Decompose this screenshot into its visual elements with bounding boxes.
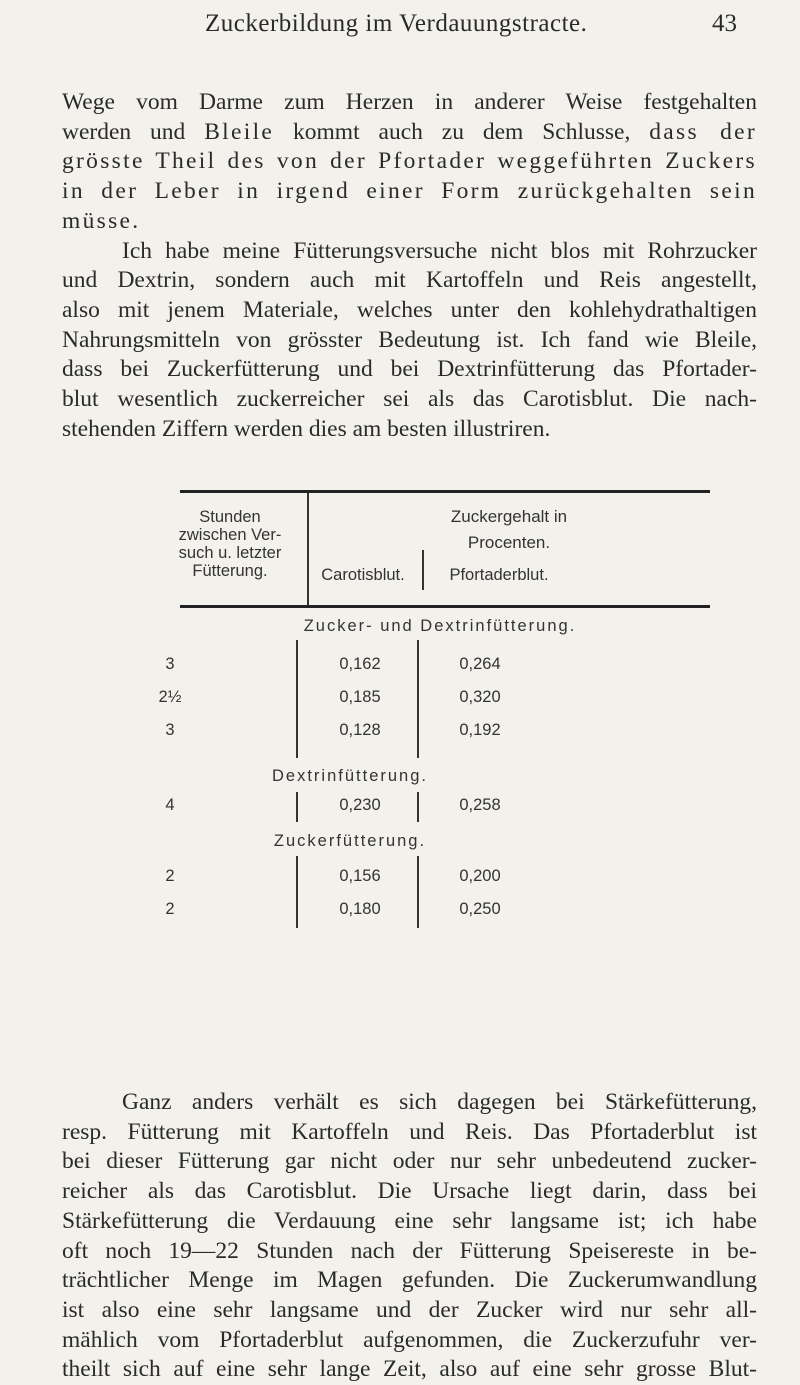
cell-portal: 0,258: [459, 796, 501, 814]
cell-carotid: 0,128: [339, 721, 381, 739]
text-line: Ganz anders verhält es sich dagegen bei Stärkefütterung,: [122, 1089, 757, 1115]
cell-portal: 0,264: [459, 655, 501, 673]
cell-carotid: 0,230: [339, 796, 381, 814]
cell-portal: 0,320: [459, 688, 501, 706]
cell-portal: 0,192: [459, 721, 501, 739]
text-line: theilt sich auf eine sehr lange Zeit, also auf eine sehr grosse Blut-: [62, 1356, 757, 1383]
text-line: Stärkefütterung die Verdauung eine sehr langsame ist; ich habe: [62, 1207, 757, 1234]
text-line: mählich vom Pfortaderblut aufgenommen, die Zuckerzufuhr ver-: [62, 1326, 757, 1353]
text-line: bei dieser Fütterung gar nicht oder nur sehr unbedeutend zucker-: [62, 1148, 757, 1175]
cell-hours: 4: [165, 796, 175, 814]
text-run: werden und: [62, 118, 205, 145]
cell-hours: 3: [165, 721, 175, 739]
cell-hours: 2: [165, 867, 175, 885]
cell-hours: 2½: [158, 688, 182, 706]
column-divider: [417, 640, 419, 758]
col-hours-header-line: zwischen Ver-: [178, 526, 282, 544]
section-title: Zucker- und Dextrinfütterung.: [303, 617, 577, 635]
text-line: [62, 118, 757, 148]
col-hours-header-line: Stunden: [199, 508, 261, 526]
text-line: oft noch 19—22 Stunden nach der Fütterung Speisereste in be-: [62, 1237, 757, 1264]
column-divider: [417, 856, 419, 928]
text-line: und Dextrin, sondern auch mit Kartoffeln und Reis angestellt,: [62, 267, 757, 294]
header-bottom-rule: [180, 605, 710, 608]
paragraph-2: [62, 1088, 757, 1385]
col-hours-header-line: Fütterung.: [192, 562, 268, 580]
cell-hours: 3: [165, 655, 175, 673]
running-head-title: Zuckerbildung im Verdauungstracte.: [205, 10, 588, 37]
text-run: Bleile: [204, 118, 275, 145]
table-top-rule: [180, 490, 710, 493]
col-carotid-header: Carotisblut.: [321, 566, 405, 584]
page-number: 43: [712, 10, 737, 37]
col-portal-header: Pfortaderblut.: [449, 566, 549, 584]
text-line: also mit jenem Materiale, welches unter den kohlehydrathaltigen: [62, 296, 757, 323]
text-line: blut wesentlich zuckerreicher sei als das Carotisblut. Die nach-: [62, 386, 757, 413]
group-header-line: Procenten.: [467, 533, 551, 552]
column-divider: [296, 640, 298, 758]
text-line: dass bei Zuckerfütterung und bei Dextrinfütterung das Pfortader-: [62, 356, 757, 383]
text-line: trächtlicher Menge im Magen gefunden. Die Zuckerumwandlung: [62, 1267, 757, 1294]
column-divider: [296, 792, 298, 822]
column-divider: [296, 856, 298, 928]
text-run: dass der: [649, 118, 757, 145]
cell-carotid: 0,162: [339, 655, 381, 673]
text-line: Ich habe meine Fütterungsversuche nicht blos mit Rohrzucker: [122, 237, 757, 264]
col-hours-header: [160, 508, 300, 580]
cell-carotid: 0,180: [339, 900, 381, 918]
text-line: Wege vom Darme zum Herzen in anderer Weise festgehalten: [62, 89, 757, 115]
text-line: müsse.: [62, 207, 141, 234]
paragraph-1: [62, 88, 757, 444]
cell-carotid: 0,156: [339, 867, 381, 885]
text-line: resp. Fütterung mit Kartoffeln und Reis. Das Pfortaderblut ist: [62, 1118, 757, 1145]
section-title: Dextrinfütterung.: [272, 767, 428, 785]
text-line: ist also eine sehr langsame und der Zucker wird nur sehr all-: [62, 1296, 757, 1323]
section-title: Zuckerfütterung.: [273, 832, 427, 850]
text-line: stehenden Ziffern werden dies am besten illustriren.: [62, 415, 551, 442]
text-line: grösste Theil des von der Pfortader weggeführten Zuckers: [62, 148, 757, 175]
group-header-line: Zuckergehalt in: [450, 507, 568, 526]
col-hours-header-line: such u. letzter: [178, 544, 282, 562]
text-run: kommt auch zu dem Schlusse,: [274, 118, 650, 145]
cell-portal: 0,200: [459, 867, 501, 885]
text-line: in der Leber in irgend einer Form zurückgehalten sein: [62, 178, 757, 205]
cell-portal: 0,250: [459, 900, 501, 918]
cell-carotid: 0,185: [339, 688, 381, 706]
column-divider: [417, 792, 419, 822]
running-head: [0, 10, 800, 50]
cell-hours: 2: [165, 900, 175, 918]
text-line: reicher als das Carotisblut. Die Ursache liegt darin, dass bei: [62, 1178, 757, 1205]
text-line: Nahrungsmitteln von grösster Bedeutung ist. Ich fand wie Bleile,: [62, 326, 757, 353]
sugar-content-group-header: [308, 504, 710, 556]
